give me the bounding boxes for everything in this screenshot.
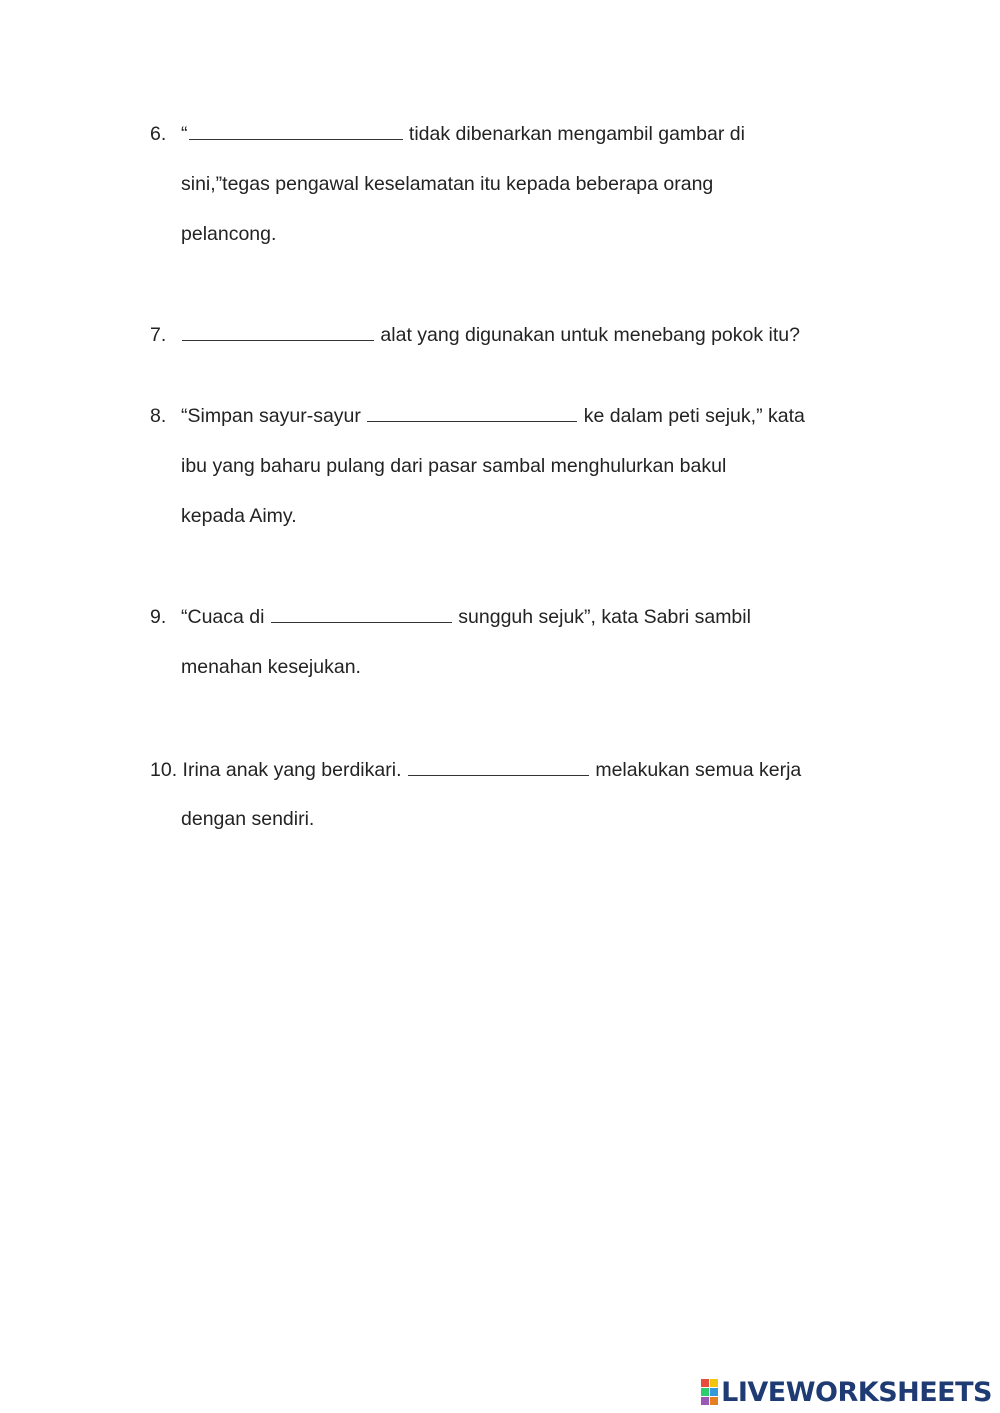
- question-8-text-2: ibu yang baharu pulang dari pasar sambal menghulurkan bakul: [181, 455, 727, 477]
- question-6-answer-blank[interactable]: [189, 121, 403, 140]
- liveworksheets-brand: LIVEWORKSHEETS: [721, 1376, 992, 1408]
- question-9-answer-blank[interactable]: [271, 604, 452, 623]
- question-10-text-after: melakukan semua kerja: [589, 759, 802, 781]
- liveworksheets-footer: [701, 1376, 992, 1408]
- question-6-text-before: “: [181, 123, 188, 145]
- question-9-number: 9.: [150, 606, 167, 628]
- question-6-text-3: pelancong.: [181, 223, 277, 245]
- question-10-number: 10.: [150, 759, 178, 781]
- question-7-text-1: [181, 322, 800, 348]
- question-10-answer-blank[interactable]: [408, 757, 589, 776]
- question-8-text-before: “Simpan sayur-sayur: [181, 405, 367, 427]
- question-8-number: 8.: [150, 405, 167, 427]
- liveworksheets-logo-icon: [701, 1379, 718, 1405]
- question-9-text-after: sungguh sejuk”, kata Sabri sambil: [452, 606, 751, 628]
- question-9-text-1: [181, 604, 751, 630]
- question-6-line-1: [150, 121, 166, 147]
- question-6-text-1: [181, 121, 745, 147]
- question-10-text-before: Irina anak yang berdikari.: [177, 759, 407, 781]
- question-10-text-2: dengan sendiri.: [181, 808, 315, 830]
- question-8-text-1: [181, 403, 805, 429]
- question-8-text-after: ke dalam peti sejuk,” kata: [578, 405, 805, 427]
- question-6-number: 6.: [150, 123, 167, 145]
- question-6-text-after: tidak dibenarkan mengambil gambar di: [403, 123, 745, 145]
- question-10-text-1: [150, 757, 801, 783]
- question-8-answer-blank[interactable]: [367, 403, 577, 422]
- question-6-text-2: sini,”tegas pengawal keselamatan itu kepada beberapa orang: [181, 173, 714, 195]
- question-7-number: 7.: [150, 324, 167, 346]
- question-8-text-3: kepada Aimy.: [181, 505, 297, 527]
- question-7-answer-blank[interactable]: [182, 322, 374, 341]
- question-9-text-before: “Cuaca di: [181, 606, 270, 628]
- question-7-text-after: alat yang digunakan untuk menebang pokok itu?: [375, 324, 800, 346]
- question-9-text-2: menahan kesejukan.: [181, 656, 361, 678]
